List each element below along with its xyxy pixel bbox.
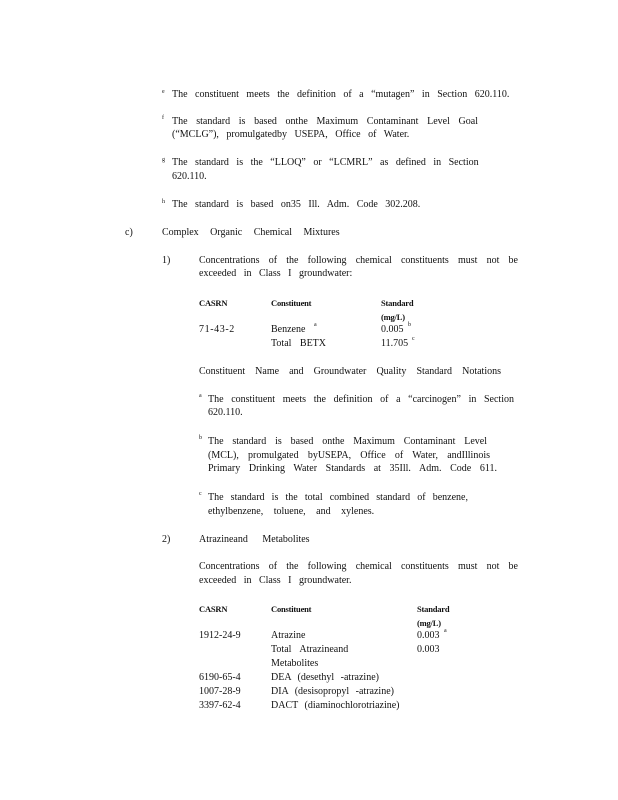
- part2-row1-casrn: 1912-24-9: [199, 630, 241, 641]
- part1-note-b-line-3: Primary Drinking Water Standards at 35Ill. Adm. Code 611.: [208, 463, 497, 474]
- section-label: c): [125, 227, 133, 238]
- footnote-f-line-1: The standard is based onthe Maximum Contaminant Level Goal: [172, 116, 478, 127]
- footnote-mark-e: e: [162, 89, 165, 95]
- part2-title: Atrazineand Metabolites: [199, 534, 310, 545]
- part1-row2-constituent: Total BETX: [271, 338, 327, 349]
- footnote-e-line-1: The constituent meets the definition of a “mutagen” in Section 620.110.: [172, 89, 510, 100]
- part2-header-standard: Standard: [417, 604, 450, 614]
- part2-header-unit: (mg/L): [417, 618, 441, 628]
- part1-note-b-line-2: (MCL), promulgated byUSEPA, Office of Water, andIllinois: [208, 450, 490, 461]
- part1-header-casrn: CASRN: [199, 298, 228, 308]
- part2-row5-casrn: 1007-28-9: [199, 686, 241, 697]
- part2-row6-casrn: 3397-62-4: [199, 700, 241, 711]
- part2-row3-constituent: Metabolites: [271, 658, 319, 669]
- part1-row1-standard: 0.005: [381, 324, 404, 335]
- part1-header-unit: (mg/L): [381, 312, 405, 322]
- part1-note-mark-c: c: [199, 491, 202, 497]
- part2-intro-line-2: exceeded in Class I groundwater.: [199, 575, 352, 586]
- footnote-f-line-2: (“MCLG”), promulgatedby USEPA, Office of Water.: [172, 129, 410, 140]
- part2-row2-standard: 0.003: [417, 644, 440, 655]
- part1-row1-constituent: Benzene: [271, 324, 306, 335]
- part2-row2-constituent: Total Atrazineand: [271, 644, 349, 655]
- footnote-mark-f: f: [162, 115, 164, 121]
- part2-row4-constituent: DEA (desethyl -atrazine): [271, 672, 379, 683]
- part2-header-constituent: Constituent: [271, 604, 312, 614]
- part1-note-c-line-1: The standard is the total combined standard of benzene,: [208, 492, 468, 503]
- footnote-g-line-2: 620.110.: [172, 171, 207, 182]
- part1-row1-constituent-mark: a: [314, 322, 317, 328]
- part1-row2-standard: 11.705: [381, 338, 409, 349]
- part1-note-mark-a: a: [199, 393, 202, 399]
- part1-label: 1): [162, 255, 171, 266]
- part2-label: 2): [162, 534, 171, 545]
- part2-row1-standard-mark: a: [444, 628, 447, 634]
- part1-note-c-line-2: ethylbenzene, toluene, and xylenes.: [208, 506, 375, 517]
- part1-row2-standard-mark: c: [412, 336, 415, 342]
- part1-note-b-line-1: The standard is based onthe Maximum Contaminant Level: [208, 436, 487, 447]
- part2-intro-line-1: Concentrations of the following chemical constituents must not be: [199, 561, 518, 572]
- part1-intro-line-2: exceeded in Class I groundwater:: [199, 268, 353, 279]
- part2-header-casrn: CASRN: [199, 604, 228, 614]
- part1-intro-line-1: Concentrations of the following chemical constituents must not be: [199, 255, 518, 266]
- part2-row6-constituent: DACT (diaminochlorotriazine): [271, 700, 400, 711]
- footnote-mark-g: g: [162, 157, 165, 163]
- part2-row1-constituent: Atrazine: [271, 630, 306, 641]
- part1-row1-standard-mark: b: [408, 322, 411, 328]
- footnote-mark-h: h: [162, 199, 165, 205]
- part1-note-a-line-2: 620.110.: [208, 407, 243, 418]
- part2-row5-constituent: DIA (desisopropyl -atrazine): [271, 686, 394, 697]
- part1-row1-casrn: 71-43-2: [199, 324, 235, 335]
- footnote-g-line-1: The standard is the “LLOQ” or “LCMRL” as defined in Section: [172, 157, 479, 168]
- part2-row4-casrn: 6190-65-4: [199, 672, 241, 683]
- part1-note-mark-b: b: [199, 435, 202, 441]
- section-title: Complex Organic Chemical Mixtures: [162, 227, 340, 238]
- footnote-h-line-1: The standard is based on35 Ill. Adm. Code 302.208.: [172, 199, 421, 210]
- part1-notation-title: Constituent Name and Groundwater Quality Standard Notations: [199, 366, 501, 377]
- part1-header-standard: Standard: [381, 298, 414, 308]
- part1-header-constituent: Constituent: [271, 298, 312, 308]
- part1-note-a-line-1: The constituent meets the definition of a “carcinogen” in Section: [208, 394, 514, 405]
- part2-row1-standard: 0.003: [417, 630, 440, 641]
